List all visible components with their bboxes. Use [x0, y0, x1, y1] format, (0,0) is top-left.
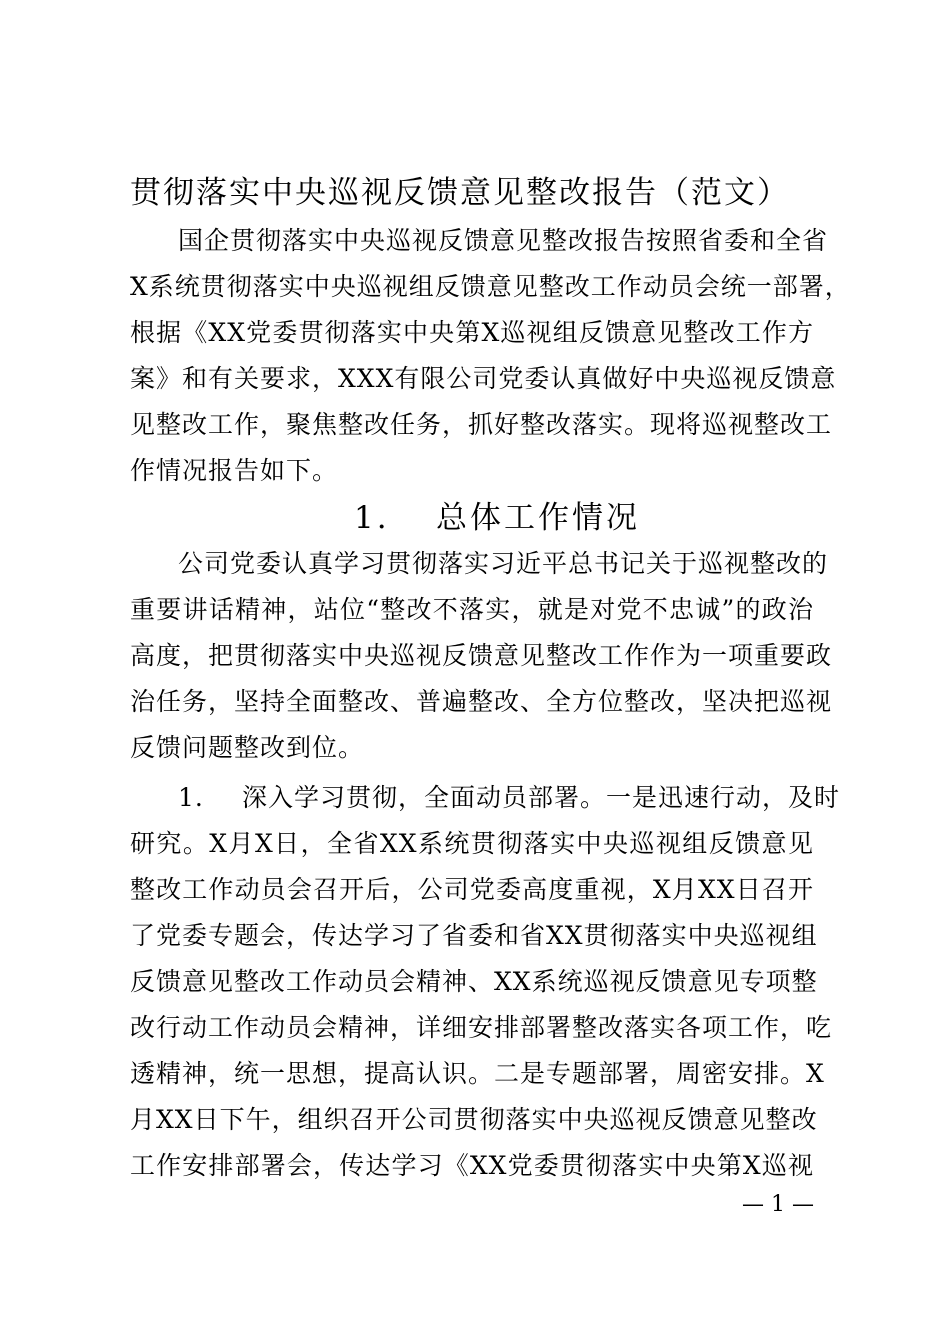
- intro-line: 见整改工作，聚焦整改任务，抓好整改落实。现将巡视整改工: [130, 410, 833, 439]
- intro-line: 根据《XX党委贯彻落实中央第X巡视组反馈意见整改工作方: [130, 318, 814, 347]
- item-first-line: [178, 778, 841, 818]
- intro-line: 国企贯彻落实中央巡视反馈意见整改报告按照省委和全省: [178, 226, 829, 255]
- item-line: 工作安排部署会，传达学习《XX党委贯彻落实中央第X巡视: [130, 1151, 814, 1180]
- item-line: 整改工作动员会召开后，公司党委高度重视，X月XX日召开: [130, 875, 814, 904]
- section-line: 治任务，坚持全面整改、普遍整改、全方位整改，坚决把巡视: [130, 687, 833, 716]
- page-number: — 1 —: [742, 1192, 814, 1217]
- section-heading: [354, 494, 640, 542]
- intro-line: 作情况报告如下。: [130, 456, 339, 485]
- item-line: 研究。X月X日，全省XX系统贯彻落实中央巡视组反馈意见: [130, 829, 814, 858]
- item-line: 改行动工作动员会精神，详细安排部署整改落实各项工作，吃: [130, 1013, 833, 1042]
- item-line: 透精神，统一思想，提高认识。二是专题部署，周密安排。X: [130, 1059, 825, 1088]
- section-line: 公司党委认真学习贯彻落实习近平总书记关于巡视整改的: [178, 549, 829, 578]
- section-line: 高度，把贯彻落实中央巡视反馈意见整改工作作为一项重要政: [130, 641, 833, 670]
- document-title: 贯彻落实中央巡视反馈意见整改报告（范文）: [130, 175, 790, 211]
- section-line: 重要讲话精神，站位“整改不落实，就是对党不忠诚”的政治: [130, 595, 814, 624]
- section-line: 反馈问题整改到位。: [130, 733, 365, 762]
- item-line: 了党委专题会，传达学习了省委和省XX贯彻落实中央巡视组: [130, 921, 818, 950]
- section-number: 1.: [354, 500, 390, 536]
- item-first-line-text: 深入学习贯彻，全面动员部署。一是迅速行动，及时: [242, 783, 841, 812]
- item-line: 反馈意见整改工作动员会精神、XX系统巡视反馈意见专项整: [130, 967, 818, 996]
- intro-line: X系统贯彻落实中央巡视组反馈意见整改工作动员会统一部署，: [130, 272, 851, 301]
- intro-line: 案》和有关要求，XXX有限公司党委认真做好中央巡视反馈意: [130, 364, 837, 393]
- item-number: 1.: [178, 783, 204, 812]
- item-line: 月XX日下午，组织召开公司贯彻落实中央巡视反馈意见整改: [130, 1105, 818, 1134]
- section-title: 总体工作情况: [436, 500, 640, 536]
